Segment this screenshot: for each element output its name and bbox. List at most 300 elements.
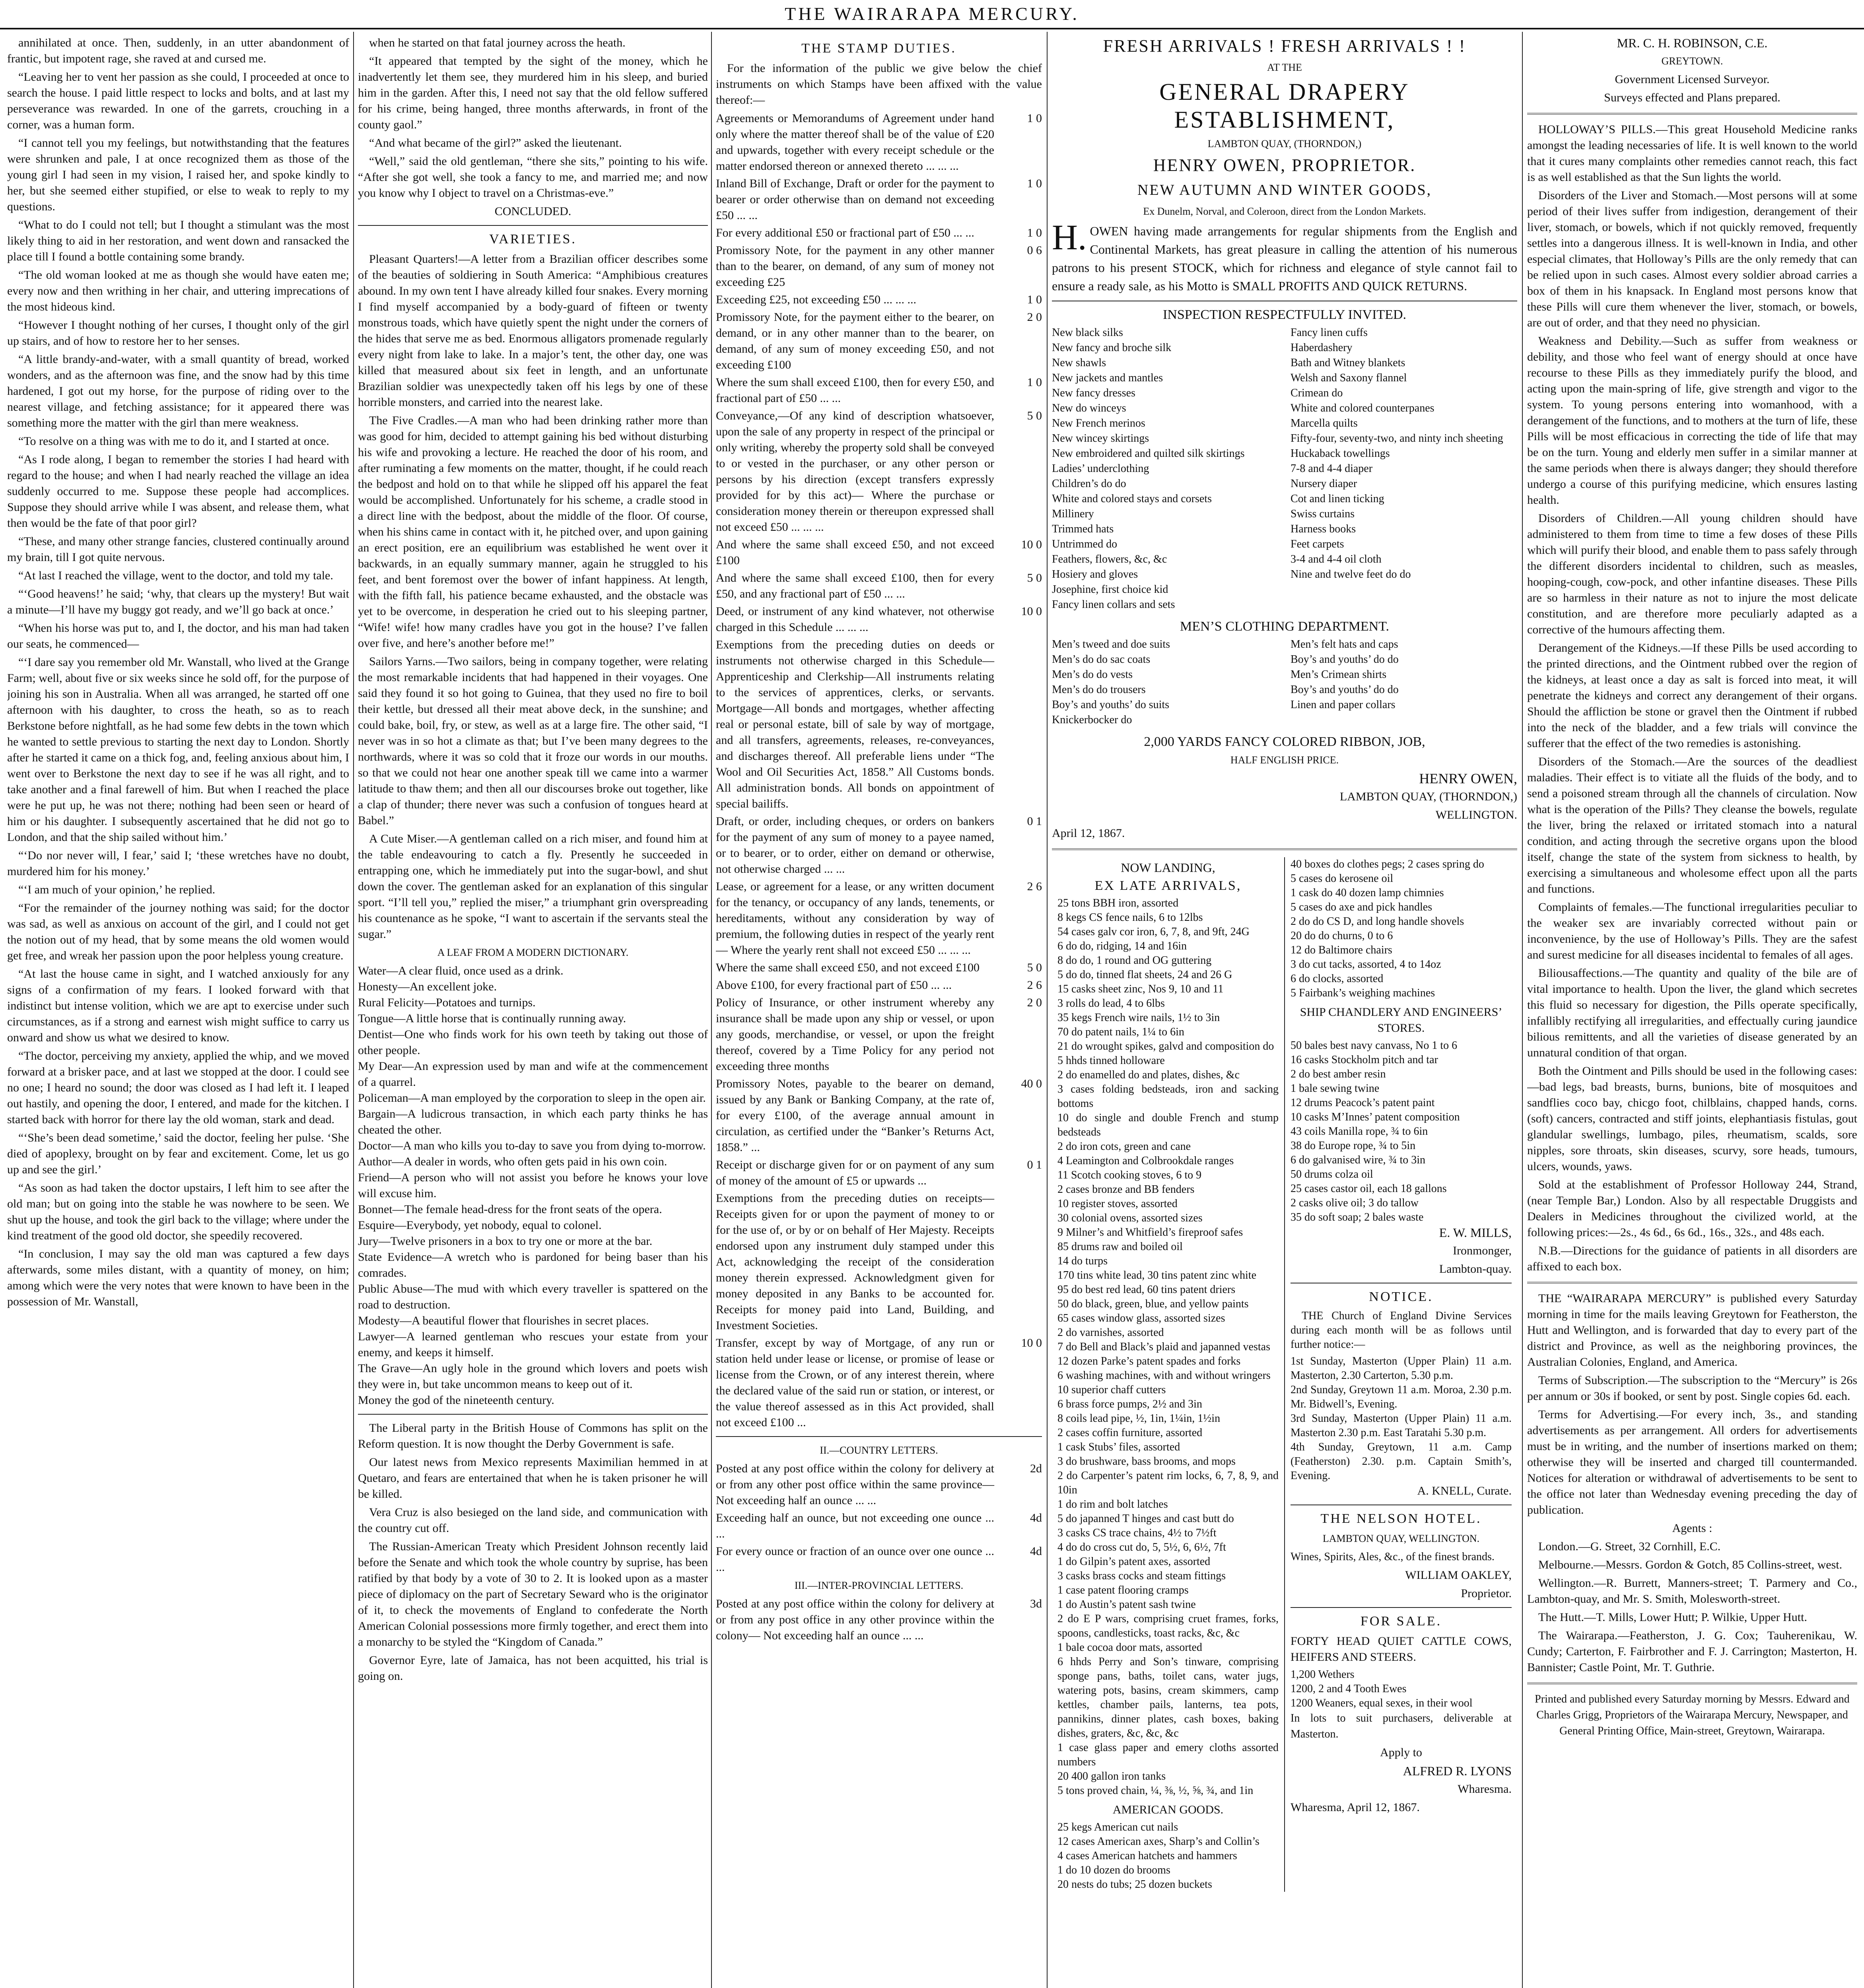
duty-row <box>716 292 1042 308</box>
drop-cap: H. <box>1052 218 1087 257</box>
sale-item: 1200, 2 and 4 Tooth Ewes <box>1291 1683 1407 1695</box>
mens-right-list <box>1291 637 1517 728</box>
chandlery-item: 12 drums Peacock’s patent paint <box>1291 1097 1435 1109</box>
duty-row <box>716 1190 1042 1334</box>
duty-value: 4d <box>1030 1511 1042 1524</box>
notice-text: THE Church of England Divine Services during each month will be as follows until further notice:— <box>1291 1310 1512 1351</box>
dictionary-list <box>358 963 708 1408</box>
holloway-paragraph: N.B.—Directions for the guidance of patients in all disorders are affixed to each box. <box>1527 1244 1857 1273</box>
divider <box>1052 848 1517 850</box>
goods-item: New fancy dresses <box>1052 387 1135 399</box>
story-paragraph: “‘She’s been dead sometime,’ said the doctor, feeling her pulse. ‘She died of apoplexy, brought on by fear and excitement. Come, let us go up and see the girl.’ <box>7 1131 349 1176</box>
goods-item: Feet carpets <box>1291 538 1344 550</box>
duty-value: 2 0 <box>1027 996 1042 1009</box>
mercury-paragraph: Terms for Advertising.—For every inch, 3s., and standing advertisements as per arrangement. All orders for advertisements must be in writing, and the number of insertions marked on them; otherwise they will be inserted and charged till countermanded. Notices for alteration or withdrawal of advertisements to be sent to the office not later than Wednesday evening preceding the day of publication. <box>1527 1408 1857 1516</box>
goods-item: Crimean do <box>1291 387 1343 399</box>
landing-item: 35 kegs French wire nails, 1½ to 3in <box>1057 1011 1220 1024</box>
landing-item: 1 do Austin’s patent sash twine <box>1057 1598 1196 1611</box>
duty-description: Policy of Insurance, or other instrument whereby any insurance shall be made upon any ship or vessel, or upon any goods, merchandise, or vessel, or upon the freight thereof, covered by a Time Policy for any period not exceeding three months <box>716 996 994 1073</box>
duty-value: 1 0 <box>1027 177 1042 190</box>
landing-item: 1 do rim and bolt latches <box>1057 1498 1168 1510</box>
holloway-paragraph: HOLLOWAY’S PILLS.—This great Household Medicine ranks amongst the leading necessaries of life. It is well known to the world that it cures many complaints other remedies cannot reach, this fact is as well established as that the Sun lights the world. <box>1527 123 1857 184</box>
goods-item: Fancy linen collars and sets <box>1052 598 1175 611</box>
lower-ads <box>1052 857 1517 1892</box>
duty-value <box>998 1190 1042 1334</box>
story-paragraph: “These, and many other strange fancies, clustered continually around my brain, till I got quite nervous. <box>7 535 349 564</box>
story-paragraph: “Well,” said the old gentleman, “there she sits,” pointing to his wife. “After she got well, she took a fancy to me, and married me; and now you know why I object to travel on a Christmas-eve.” <box>358 155 708 200</box>
duty-row <box>716 176 1042 223</box>
holloway-paragraph: Disorders of the Stomach.—Are the sources of the deadliest maladies. Their effect is to vitiate all the fluids of the body, and to send a poisoned stream through all the channels of circulation. Now what is the operation of the Pills? They cleanse the bowels, regulate the liver, bring the relaxed or irritated stomach into a natural condition, and acting through the secretive organs upon the blood itself, change the state of the system from sickness to health, by exercising a simultaneous and wholesome effect upon all the parts and functions. <box>1527 755 1857 895</box>
landing-item: 8 do do, 1 round and OG guttering <box>1057 954 1212 967</box>
inter-list <box>716 1596 1042 1644</box>
holloway-paragraph: Both the Ointment and Pills should be used in the following cases:—bad legs, bad breasts, burns, bunions, bite of mosquitoes and sandflies coco bay, chicgo foot, chilblains, chapped hands, corns. (soft) cancers, contracted and stiff joints, elephantiasis fistulas, gout glandular swellings, lumbago, piles, rheumatism, scalds, sore nipples, sore throats, skin diseases, scurvy, sore heads, tumours, ulcers, wounds, yaws. <box>1527 1064 1857 1173</box>
chandlery-item: 10 casks M’Innes’ patent composition <box>1291 1111 1460 1123</box>
goods-item: Fancy linen cuffs <box>1291 326 1368 339</box>
sale-head: FORTY HEAD QUIET CATTLE COWS, HEIFERS AND STEERS. <box>1291 1635 1512 1664</box>
dictionary-entry: The Grave—An ugly hole in the ground which lovers and poets wish they were in, but take uncommon means to keep out of it. <box>358 1362 708 1391</box>
mens-list <box>1052 637 1517 728</box>
dictionary-entry: Author—A dealer in words, who often gets paid in his own coin. <box>358 1155 667 1168</box>
story-paragraph: “‘Good heavens!’ he said; ‘why, that clears up the mystery! But wait a minute—I’ll have my buggy got ready, and we’ll go back at once.’ <box>7 587 349 616</box>
hardware-item: 5 cases do kerosene oil <box>1291 872 1394 885</box>
chandlery-item: 6 do galvanised wire, ¾ to 3in <box>1291 1154 1426 1166</box>
story-paragraph: “I cannot tell you my feelings, but notwithstanding that the features were shrunken and pale, I at once recognized them as those of the young girl I had seen in my vision, I raised her, and spoke kindly to her, but she seemed either stupified, or else to weak to reply to my questions. <box>7 136 349 213</box>
notice-item: 1st Sunday, Masterton (Upper Plain) 11 a.m. Masterton, 2.30 Carterton, 5.30 p.m. <box>1291 1355 1512 1382</box>
ex-late-arrivals: EX LATE ARRIVALS, <box>1094 878 1242 893</box>
news-item: Vera Cruz is also besieged on the land side, and communication with the country cut off. <box>358 1506 708 1535</box>
goods-item: Cot and linen ticking <box>1291 493 1384 505</box>
goods-item: Nine and twelve feet do do <box>1291 568 1411 580</box>
agents-list <box>1527 1539 1857 1675</box>
goods-item: Welsh and Saxony flannel <box>1291 372 1407 384</box>
landing-item: 85 drums raw and boiled oil <box>1057 1241 1183 1253</box>
story-paragraph: “As soon as had taken the doctor upstairs, I left him to see after the old man; but on going into the stable he was nowhere to be seen. We shut up the house, and took the girl back to the village; where under the kind treatment of the good old doctor, she speedily recovered. <box>7 1181 349 1242</box>
landing-item: 95 do best red lead, 60 tins patent driers <box>1057 1283 1236 1296</box>
goods-item: New French merinos <box>1052 417 1145 429</box>
story-paragraph: “A little brandy-and-water, with a small quantity of bread, worked wonders, and as the afternoon was fine, and the snow had by this time hardened, I got out my horse, for the purpose of riding over to the nearest village, and fetching assistance; for it appeared there was something more the matter with the girl than mere weakness. <box>7 353 349 429</box>
dictionary-entry: Jury—Twelve prisoners in a box to try one or more at the bar. <box>358 1235 653 1248</box>
mercury-paragraph: Terms of Subscription.—The subscription to the “Mercury” is 26s per annum or 30s if booked, or sent by post. Single copies 6d. each. <box>1527 1374 1857 1403</box>
mens-heading: MEN’S CLOTHING DEPARTMENT. <box>1180 619 1389 634</box>
landing-item: 1 case patent flooring cramps <box>1057 1584 1189 1596</box>
goods-item: Trimmed hats <box>1052 523 1114 535</box>
duty-row <box>716 879 1042 958</box>
goods-item: New embroidered and quilted silk skirtings <box>1052 447 1245 460</box>
dictionary-entry: My Dear—An expression used by man and wife at the commencement of a quarrel. <box>358 1060 708 1089</box>
landing-item: 20 400 gallon iron tanks <box>1057 1770 1166 1782</box>
hardware-item: 40 boxes do clothes pegs; 2 cases spring do <box>1291 858 1484 870</box>
owen-date: April 12, 1867. <box>1052 827 1125 840</box>
duty-row <box>716 1157 1042 1189</box>
stamp-duties-intro: For the information of the public we give below the chief instruments on which Stamps have been affixed with the value thereof:— <box>716 62 1042 107</box>
mens-item: Men’s do do vests <box>1052 668 1133 681</box>
hardware-item: 6 do clocks, assorted <box>1291 973 1384 985</box>
story-paragraph: “The doctor, perceiving my anxiety, applied the whip, and we moved forward at a brisker pace, and at last we stopped at the door. I could see no one; I heard no sound; the door was closed as I had left it. I leaped out hastily, and opening the door, I entered, and made for the kitchen. I started back with horror for there lay the old woman, stark and dead. <box>7 1049 349 1126</box>
dictionary-entry: Bargain—A ludicrous transaction, in which each party thinks he has cheated the other. <box>358 1107 708 1136</box>
notice-list <box>1291 1354 1512 1483</box>
hardware-list <box>1291 857 1512 1000</box>
duty-value: 3d <box>1030 1597 1042 1610</box>
duty-description: Conveyance,—Of any kind of description whatsoever, upon the sale of any property in respect of the principal or only writing, whereby the property sold shall be conveyed to or vested in the purchaser, or any other person or persons by his direction (except transfers expressly provided for by this act)— Where the purchase or consideration money therein or thereupon expressed shall not exceed £50 ... ... ... <box>716 409 994 534</box>
ribbon-line: 2,000 YARDS FANCY COLORED RIBBON, JOB, <box>1144 734 1425 749</box>
news-item: The Russian-American Treaty which President Johnson recently laid before the Senate and which took the whole country by suprise, has been ratified by that body by a vote of 30 to 2. It is looked upon as a master piece of diplomacy on the part of Secretary Seward who is the originator of it, to check the movements of England to confederate the North American Colonial possessions more firmly together, and erect them into a monarchy to be styled the “Kingdom of Canada.” <box>358 1540 708 1648</box>
story-paragraph: “For the remainder of the journey nothing was said; for the doctor was sad, as well as anxious on account of the girl, and I could not get the notion out of my head, that by some means the old women would get free, and wreak her passion upon the poor helpless young creature. <box>7 901 349 962</box>
mens-item: Men’s Crimean shirts <box>1291 668 1387 681</box>
right-column <box>1527 35 1857 1988</box>
autumn-heading: NEW AUTUMN AND WINTER GOODS, <box>1137 182 1432 198</box>
establishment-heading: GENERAL DRAPERY ESTABLISHMENT, <box>1159 79 1410 133</box>
hardware-item: 1 cask do 40 dozen lamp chimnies <box>1291 887 1444 899</box>
american-item: 20 nests do tubs; 25 dozen buckets <box>1057 1878 1212 1891</box>
hardware-item: 20 do do churns, 0 to 6 <box>1291 930 1393 942</box>
duty-description: For every additional £50 or fractional part of £50 ... ... <box>716 226 974 239</box>
duty-description: And where the same shall exceed £100, then for every £50, and any fractional part of £50 ... ... <box>716 571 994 600</box>
hardware-item: 3 do cut tacks, assorted, 4 to 14oz <box>1291 958 1441 971</box>
landing-item: 5 do do, tinned flat sheets, 24 and 26 G <box>1057 969 1232 981</box>
sale-list <box>1291 1668 1512 1710</box>
story-paragraph: “As I rode along, I began to remember the stories I had heard with regard to the house; and when I had nearly reached the village an idea suddenly occurred to me. Suppose these people had accomplices. Suppose they should arrive while I was absent, and release them, what then would be the fate of that poor girl? <box>7 453 349 530</box>
american-item: 25 kegs American cut nails <box>1057 1821 1178 1833</box>
duty-description: Deed, or instrument of any kind whatever, not otherwise charged in this Schedule ... ... ... <box>716 605 994 634</box>
concluded-label: CONCLUDED. <box>494 205 571 218</box>
owen-signature: HENRY OWEN, <box>1419 771 1517 786</box>
holloway-paragraph: Disorders of Children.—All young children should have administered to them from time to time a few doses of these Pills which will purify their blood, and enable them to pass safely through the different disorders incidental to children, such as measles, hooping-cough, cow-pock, and other infantine diseases. These Pills are so harmless in their nature as not to injure the most delicate constitution, and are therefore more peculiarly adapted as a corrective of the humours affecting them. <box>1527 512 1857 636</box>
duty-row <box>716 1596 1042 1644</box>
letters-list <box>716 1461 1042 1575</box>
imprint: Printed and published every Saturday morning by Messrs. Edward and Charles Grigg, Proprietors of the Wairarapa Mercury, Newspaper, and General Printing Office, Main-street, Greytown, Wairarapa. <box>1535 1693 1850 1737</box>
duty-row <box>716 960 1042 976</box>
owen-announcement: OWEN having made arrangements for regular shipments from the English and Continental Markets, has great pleasure in calling the attention of his numerous patrons to his present STOCK, which for richness and elegance of style cannot fail to ensure a ready sale, as his Motto is SMALL PROFITS AND QUICK RETURNS. <box>1052 224 1517 293</box>
proprietor-heading: HENRY OWEN, PROPRIETOR. <box>1153 155 1416 175</box>
agents-title: Agents : <box>1672 1522 1712 1535</box>
landing-item: 6 washing machines, with and without wringers <box>1057 1369 1271 1382</box>
landing-item: 3 casks CS trace chains, 4½ to 7½ft <box>1057 1527 1217 1539</box>
duty-row <box>716 111 1042 174</box>
dictionary-entry: Tongue—A little horse that is continually running away. <box>358 1012 626 1025</box>
holloway-paragraph: Disorders of the Liver and Stomach.—Most persons will at some period of their lives suffer from indigestion, derangement of their liver, stomach, or bowels, which if not quickly removed, frequently settles into a dangerous illness. It is well-known in India, and other especial climates, that Holloway’s Pills are the only remedy that can be relied upon in such cases. Almost every soldier abroad carries a box of them in his knapsack. In England most persons know that these Pills will cure them whenever the liver, stomach, or bowels, are out of order, and that they need no physician. <box>1527 189 1857 329</box>
divider <box>358 225 708 226</box>
duty-value: 5 0 <box>1027 409 1042 422</box>
landing-item: 4 Leamington and Colbrookdale ranges <box>1057 1155 1234 1167</box>
american-item: 4 cases American hatchets and hammers <box>1057 1850 1237 1862</box>
landing-item: 8 kegs CS fence nails, 6 to 12lbs <box>1057 911 1203 924</box>
landing-item: 10 superior chaff cutters <box>1057 1384 1166 1396</box>
chandlery-item: 25 cases castor oil, each 18 gallons <box>1291 1182 1447 1195</box>
chandlery-heading: SHIP CHANDLERY AND ENGINEERS’ STORES. <box>1300 1006 1502 1035</box>
duty-description: Transfer, except by way of Mortgage, of any run or station held under lease or license, or promise of lease or license from the Crown, or of any interest therein, where the declared value of the said run or station, or interest, or the value thereof assessed as in this Act provided, shall not exceed £100 ... <box>716 1336 994 1429</box>
duty-value: 1 0 <box>1027 112 1042 125</box>
dictionary-entry: Dentist—One who finds work for his own teeth by taking out those of other people. <box>358 1028 708 1057</box>
story-paragraph: “‘I dare say you remember old Mr. Wanstall, who lived at the Grange Farm; well, about five or six weeks since he sold off, for the purpose of joining his son in Australia. When all was arranged, he started off one afternoon with his daughter, to cross the heath, so as to reach Berkstone before nightfall, as he had some few debts in the town which he wanted to settle previous to starting the next day to London. Shortly after he started it came on a thick fog, and, feeling anxious about him, I went over to Berkstone the next day to see if he was all right, and to take another and a final farewell of him. But when I reached the place were he put up, he was not there; nothing had been seen or heard of him or his daughter. I subsequently ascertained that he did not go to London, and that the ship sailed without him.’ <box>7 656 349 844</box>
duty-value <box>998 637 1042 812</box>
landing-item: 1 do Gilpin’s patent axes, assorted <box>1057 1555 1211 1568</box>
goods-item: 3-4 and 4-4 oil cloth <box>1291 553 1382 565</box>
goods-item: Feathers, flowers, &c, &c <box>1052 553 1167 565</box>
landing-item: 7 do Bell and Black’s plaid and japanned vestas <box>1057 1341 1270 1353</box>
landing-item: 2 do E P wars, comprising cruet frames, forks, spoons, candlesticks, toast racks, &c, &c <box>1057 1613 1279 1639</box>
goods-item: Nursery diaper <box>1291 478 1357 490</box>
landing-item: 2 do enamelled do and plates, dishes, &c <box>1057 1069 1240 1081</box>
chandlery-item: 38 do Europe rope, ¾ to 5in <box>1291 1140 1416 1152</box>
goods-item: Marcella quilts <box>1291 417 1358 429</box>
duty-row <box>716 1335 1042 1431</box>
duty-row <box>716 225 1042 241</box>
goods-item: New wincey skirtings <box>1052 432 1149 445</box>
duty-description: Promissory Notes, payable to the bearer on demand, issued by any Bank or Banking Company, at the rate of, for every £100, of the average annual amount in circulation, as certified under the “Banker’s Returns Act, 1858.” ... <box>716 1077 994 1154</box>
hotel-text: Wines, Spirits, Ales, &c., of the finest brands. <box>1291 1551 1495 1563</box>
holloway-paragraph: Derangement of the Kidneys.—If these Pills be used according to the printed directions, and the Ointment rubbed over the region of the kidneys, at least once a day as salt is forced into meat, it will penetrate the kidneys and correct any derangement of their organs. Should the affliction be stone or gravel then the Ointment if rubbed into the neck of the bladder, and a few trials will convince the sufferer that the effect of the two remedies is astonishing. <box>1527 641 1857 750</box>
mills-address: Lambton-quay. <box>1439 1262 1512 1276</box>
landing-item: 6 hhds Perry and Son’s tinware, comprising sponge pans, baths, toilet cans, water jugs, watering pots, basins, cream skimmers, camp kettles, chamber pails, lanterns, tea pots, pannikins, dinner plates, cash boxes, baking dishes, graters, &c, &c, &c <box>1057 1656 1279 1740</box>
story-paragraph: “‘I am much of your opinion,’ he replied. <box>18 883 216 896</box>
column-rule <box>353 32 354 1988</box>
landing-item: 15 casks sheet zinc, Nos 9, 10 and 11 <box>1057 983 1224 995</box>
goods-item: Bath and Witney blankets <box>1291 357 1405 369</box>
sale-item: 1200 Weaners, equal sexes, in their wool <box>1291 1697 1473 1709</box>
holloway-paragraph: Weakness and Debility.—Such as suffer from weakness or debility, and those who feel want of energy should at once have recourse to these Pills as they immediately purify the blood, and acting upon the main-spring of life, give strength and vigor to the system. To young persons entering into womanhood, with a derangement of the functions, and to mothers at the turn of life, these Pills will be most efficacious in correcting the tide of life that may be on the turn. Young and elderly men suffer in a similar manner at the same periods when there is always danger; they should therefore undergo a course of this purifying medicine, which ensures lasting health. <box>1527 334 1857 507</box>
news-list <box>358 1420 708 1684</box>
lyons-name: ALFRED R. LYONS <box>1403 1764 1512 1778</box>
duty-row <box>716 570 1042 602</box>
masthead <box>0 0 1864 29</box>
sale-text: In lots to suit purchasers, deliverable at Masterton. <box>1291 1712 1512 1740</box>
dictionary-entry: Lawyer—A learned gentleman who rescues your estate from your enemy, and keeps it himself. <box>358 1330 708 1359</box>
duty-value: 1 0 <box>1027 293 1042 306</box>
duty-value: 2 6 <box>1027 880 1042 893</box>
lyons-date: Wharesma, April 12, 1867. <box>1291 1801 1420 1814</box>
duty-description: And where the same shall exceed £50, and not exceed £100 <box>716 538 994 567</box>
story-paragraph: “However I thought nothing of her curses, I thought only of the girl up stairs, and of how to restore her to her senses. <box>7 318 349 348</box>
country-letters-title: II.—COUNTRY LETTERS. <box>820 1444 938 1456</box>
story-paragraph: “At last the house came in sight, and I watched anxiously for any signs of a confirmation of my fears. I looked forward with that indistinct but intense volition, which we are apt to exercise under such circumstances, as if a strong and earnest wish might suffice to carry us onward and show us what we desired to know. <box>7 967 349 1044</box>
duty-description: Inland Bill of Exchange, Draft or order for the payment to bearer or order otherwise than on demand not exceeding £50 ... ... <box>716 177 994 222</box>
landing-item: 8 coils lead pipe, ½, 1in, 1¼in, 1½in <box>1057 1412 1221 1425</box>
goods-item: New black silks <box>1052 326 1123 339</box>
goods-item: Swiss curtains <box>1291 508 1355 520</box>
dictionary-entry: State Evidence—A wretch who is pardoned for being baser than his comrades. <box>358 1250 708 1279</box>
duty-description: Posted at any post office within the colony for delivery at or from any post office in any other province within the colony— Not exceeding half an ounce ... ... <box>716 1597 994 1642</box>
duty-description: Exceeding half an ounce, but not exceeding one ounce ... ... <box>716 1511 994 1540</box>
goods-item: Untrimmed do <box>1052 538 1118 550</box>
landing-list <box>1057 896 1279 1798</box>
dictionary-entry: Rural Felicity—Potatoes and turnips. <box>358 996 536 1009</box>
duty-value: 1 0 <box>1027 376 1042 389</box>
news-item: The Liberal party in the British House of Commons has split on the Reform question. It is now thought the Derby Government is safe. <box>358 1421 708 1450</box>
duty-value: 2d <box>1030 1462 1042 1475</box>
landing-item: 3 casks brass cocks and steam fittings <box>1057 1570 1226 1582</box>
agent-item: Melbourne.—Messrs. Gordon & Gotch, 85 Collins-street, west. <box>1538 1558 1843 1571</box>
goods-item: New do winceys <box>1052 402 1126 414</box>
duty-value: 0 6 <box>1027 244 1042 257</box>
chandlery-item: 50 bales best navy canvass, No 1 to 6 <box>1291 1039 1458 1052</box>
landing-item: 21 do wrought spikes, galvd and composition do <box>1057 1040 1274 1052</box>
divider <box>358 1414 708 1415</box>
duty-description: Receipt or discharge given for or on payment of any sum of money of the amount of £5 or upwards ... <box>716 1158 994 1187</box>
goods-left-list <box>1052 325 1279 612</box>
duty-description: Exemptions from the preceding duties on deeds or instruments not otherwise charged in this Schedule— Apprenticeship and Clerkship—All instruments relating to the services of apprentices, clerks, or servants. Mortgage—All bonds and mortgages, whether affecting real or personal estate, bill of sale by way of mortgage, and all transfers, agreements, releases, re-conveyances, and discharges thereof. All preferable liens under “The Wool and Oil Securities Act, 1858.” All Customs bonds. All administration bonds. All bonds on appointment of special bailiffs. <box>716 638 994 810</box>
landing-item: 5 hhds tinned holloware <box>1057 1054 1165 1067</box>
owen-city: WELLINGTON. <box>1435 808 1517 821</box>
duty-value: 10 0 <box>1021 1336 1042 1349</box>
duty-description: Posted at any post office within the colony for delivery at or from any other post office within the same province— Not exceeding half an ounce ... ... <box>716 1462 994 1507</box>
mens-item: Men’s do do sac coats <box>1052 653 1151 666</box>
story-paragraph: “At last I reached the village, went to the doctor, and told my tale. <box>18 569 333 582</box>
news-item: Our latest news from Mexico represents Maximilian hemmed in at Quetaro, and fears are entertained that when he is taken prisoner he will be killed. <box>358 1456 708 1501</box>
story-conclusion <box>358 35 708 201</box>
mercury-notice <box>1527 1291 1857 1518</box>
inter-provincial-title: III.—INTER-PROVINCIAL LETTERS. <box>794 1580 964 1591</box>
duty-row <box>716 1076 1042 1155</box>
mens-item: Boy’s and youths’ do do <box>1291 653 1399 666</box>
duty-value: 10 0 <box>1021 538 1042 551</box>
fresh-arrivals-heading: FRESH ARRIVALS ! FRESH ARRIVALS ! ! <box>1103 36 1466 56</box>
agent-item: The Wairarapa.—Featherston, J. G. Cox; Tauherenikau, W. Cundy; Carterton, F. Fairbrother and F. J. Carrington; Masterton, H. Bannister; Castle Point, Mr. T. Guthrie. <box>1527 1629 1857 1674</box>
dictionary-entry: Money the god of the nineteenth century. <box>358 1394 554 1407</box>
agent-item: The Hutt.—T. Mills, Lower Hutt; P. Wilkie, Upper Hutt. <box>1538 1611 1807 1624</box>
american-goods-heading: AMERICAN GOODS. <box>1112 1803 1224 1816</box>
dictionary-entry: Bonnet—The female head-dress for the front seats of the opera. <box>358 1203 662 1216</box>
goods-item: Huckaback towellings <box>1291 447 1390 460</box>
story-paragraph: “‘Do nor never will, I fear,’ said I; ‘these wretches have no doubt, murdered him for his money.’ <box>7 849 349 878</box>
masthead-title: THE WAIRARAPA MERCURY. <box>785 4 1079 24</box>
landing-item: 12 dozen Parke’s patent spades and forks <box>1057 1355 1241 1367</box>
duty-row <box>716 813 1042 877</box>
holloway-paragraph: Biliousaffections.—The quantity and quality of the bile are of vital importance to health. Upon the liver, the gland which secretes this fluid so necessary for digestion, the Pills operate specifically, infallibly rectifying all irregularities, and effectually curing jaundice bilious remittents, and all the varieties of disease generated by an unnatural condition of that organ. <box>1527 967 1857 1059</box>
robinson-title: Government Licensed Surveyor. <box>1615 73 1770 86</box>
duty-row <box>716 1543 1042 1575</box>
notice-item: 4th Sunday, Greytown, 11 a.m. Camp (Featherston) 2.30. p.m. Captain Smith’s, Evening. <box>1291 1441 1512 1482</box>
duty-description: Draft, or order, including cheques, or orders on bankers for the payment of any sum of money to a payee named, or to bearer, or to order, either on demand or otherwise, not otherwise charged ... ... <box>716 815 994 876</box>
story-paragraph: “When his horse was put to, and I, the doctor, and his man had taken our seats, he commenced— <box>7 621 349 650</box>
varieties-title: VARIETIES. <box>489 232 577 247</box>
goods-item: New jackets and mantles <box>1052 372 1163 384</box>
landing-item: 2 cases bronze and BB fenders <box>1057 1183 1195 1196</box>
now-landing-heading: NOW LANDING, <box>1121 860 1215 875</box>
divider <box>1527 113 1857 115</box>
hardware-item: 12 do Baltimore chairs <box>1291 944 1392 956</box>
duty-description: Lease, or agreement for a lease, or any written document for the tenancy, or occupancy of any lands, tenements, or hereditaments, without any consideration by way of premium, the following duties in respect of the yearly rent— Where the yearly rent shall not exceed £50 ... ... ... <box>716 880 994 957</box>
chandlery-item: 16 casks Stockholm pitch and tar <box>1291 1054 1438 1066</box>
goods-list <box>1052 325 1517 612</box>
mens-item: Boy’s and youths’ do suits <box>1052 699 1170 711</box>
mens-item: Knickerbocker do <box>1052 714 1132 726</box>
holloway-ad <box>1527 122 1857 1275</box>
landing-item: 2 do Carpenter’s patent rim locks, 6, 7, 8, 9, and 10in <box>1057 1470 1279 1496</box>
agent-item: Wellington.—R. Burrett, Manners-street; T. Parmery and Co., Lambton-quay, and Mr. S. Smith, Molesworth-street. <box>1527 1576 1857 1606</box>
american-list <box>1057 1820 1279 1892</box>
story-paragraph: “In conclusion, I may say the old man was captured a few days afterwards, some miles distant, with a quantity of money, on him; among which were the very notes that were known to have been in the possession of Mr. Wanstall, <box>7 1247 349 1308</box>
news-item: Governor Eyre, late of Jamaica, has not been acquitted, his trial is going on. <box>358 1654 708 1683</box>
landing-item: 6 do do, ridging, 14 and 16in <box>1057 940 1187 952</box>
duty-value: 2 6 <box>1027 978 1042 992</box>
chandlery-item: 2 casks olive oil; 3 do tallow <box>1291 1197 1419 1209</box>
story-paragraph: when he started on that fatal journey across the heath. <box>369 36 626 49</box>
robinson-name: MR. C. H. ROBINSON, C.E. <box>1617 36 1768 50</box>
landing-item: 54 cases galv cor iron, 6, 7, 8, and 9ft, 24G <box>1057 926 1250 938</box>
stamp-duties-title: THE STAMP DUTIES. <box>801 41 956 56</box>
divider <box>716 1436 1042 1437</box>
notice-heading: NOTICE. <box>1369 1289 1433 1304</box>
column-rule <box>1047 32 1048 1988</box>
landing-item: 5 do japanned T hinges and cast butt do <box>1057 1512 1234 1525</box>
robinson-surveys: Surveys effected and Plans prepared. <box>1604 91 1780 104</box>
landing-item: 9 Milner’s and Whitfield’s fireproof safes <box>1057 1226 1243 1239</box>
robinson-town: GREYTOWN. <box>1661 55 1723 67</box>
duty-description: Agreements or Memorandums of Agreement under hand only where the matter thereof shall be of the value of £20 and upwards, together with every receipt schedule or the matter endorsed thereon or annexed thereto ... ... ... <box>716 112 994 173</box>
landing-item: 10 register stoves, assorted <box>1057 1198 1178 1210</box>
goods-item: New shawls <box>1052 357 1106 369</box>
stamp-duties-column <box>716 35 1042 1988</box>
hardware-item: 5 Fairbank’s weighing machines <box>1291 987 1435 999</box>
duty-value: 1 0 <box>1027 226 1042 239</box>
landing-item: 2 do varnishes, assorted <box>1057 1326 1164 1339</box>
advertisements-column <box>1052 35 1517 1988</box>
dictionary-entry: Esquire—Everybody, yet nobody, equal to colonel. <box>358 1219 602 1232</box>
landing-item: 170 tins white lead, 30 tins patent zinc white <box>1057 1269 1257 1281</box>
duty-row <box>716 1461 1042 1508</box>
goods-item: Hosiery and gloves <box>1052 568 1138 580</box>
dictionary-entry: Policeman—A man employed by the corporation to sleep in the open air. <box>358 1091 706 1105</box>
duty-row <box>716 637 1042 812</box>
ex-ships-line: Ex Dunelm, Norval, and Coleroon, direct from the London Markets. <box>1143 206 1426 217</box>
at-the-label: AT THE <box>1267 62 1302 73</box>
chandlery-item: 50 drums colza oil <box>1291 1168 1373 1180</box>
duty-value: 2 0 <box>1027 311 1042 324</box>
american-item: 1 do 10 dozen do brooms <box>1057 1864 1170 1876</box>
chandlery-item: 43 coils Manilla rope, ¾ to 6in <box>1291 1125 1428 1138</box>
story-paragraph: “The old woman looked at me as though she would have eaten me; every now and then writhing in her chair, and uttering imprecations of the most hideous kind. <box>7 268 349 313</box>
hotel-address: LAMBTON QUAY, WELLINGTON. <box>1322 1533 1480 1544</box>
mills-ad <box>1052 857 1284 1892</box>
sale-heading: FOR SALE. <box>1360 1614 1442 1629</box>
duty-value: 0 1 <box>1027 815 1042 828</box>
divider <box>1527 1282 1857 1283</box>
landing-item: 4 do do cross cut do, 5, 5½, 6, 6½, 7ft <box>1057 1541 1226 1553</box>
mens-item: Men’s felt hats and caps <box>1291 638 1398 650</box>
duty-value: 0 1 <box>1027 1158 1042 1171</box>
mills-role: Ironmonger, <box>1453 1244 1512 1257</box>
landing-item: 2 cases coffin furniture, assorted <box>1057 1427 1203 1439</box>
chandlery-item: 35 do soft soap; 2 bales waste <box>1291 1211 1424 1223</box>
half-price-line: HALF ENGLISH PRICE. <box>1230 754 1339 766</box>
varieties-column <box>358 35 708 1988</box>
duty-description: Where the same shall exceed £50, and not exceed £100 <box>716 961 980 974</box>
story-paragraph: “What to do I could not tell; but I thought a stimulant was the most likely thing to aid in her restoration, and went down and ransacked the place till I found a bottle containing some brandy. <box>7 218 349 263</box>
landing-item: 65 cases window glass, assorted sizes <box>1057 1312 1225 1324</box>
duty-row <box>716 309 1042 373</box>
landing-item: 10 do single and double French and stump bedsteads <box>1057 1112 1279 1138</box>
landing-item: 6 brass force pumps, 2½ and 3in <box>1057 1398 1202 1410</box>
story-paragraph: “Leaving her to vent her passion as she could, I proceeded at once to search the house. I paid little respect to locks and bolts, and at last my perseverance was rewarded. In one of the garrets, crouching in a corner, was a human form. <box>7 70 349 131</box>
goods-item: White and colored counterpanes <box>1291 402 1434 414</box>
duty-value: 5 0 <box>1027 961 1042 974</box>
right-ads <box>1284 857 1517 1892</box>
duty-value: 40 0 <box>1021 1077 1042 1090</box>
mens-item: Men’s do do trousers <box>1052 683 1146 696</box>
variety-item: The Five Cradles.—A man who had been drinking rather more than was good for him, decided to attempt gaining his bed without disturbing his wife and provoking a lecture. He reached the door of his room, and after ruminating a few moments on the matter, thought, if he could reach the bedpost and hold on to that while he slipped off his apparel the feat would be accomplished. Unfortunately for his scheme, a cradle stood in a direct line with the bedpost, about the middle of the floor. Of course, when his shins came in contact with it, he pitched over, and upon gaining an erect position, ere an equilibrium was established he went over it backwards, in an equally summary manner, again he struggled to his feet, and bent foremost over the bower of infant happiness. At length, with the fifth fall, his patience became exhausted, and the obstacle was yet to be overcome, in desperation he cried out to his sleeping partner, “Wife! wife! how many cradles have you got in the house? I’ve fallen over five, and here’s another before me!” <box>358 414 708 650</box>
column-rule <box>711 32 712 1988</box>
mens-item: Boy’s and youths’ do do <box>1291 683 1399 696</box>
story-paragraph: “And what became of the girl?” asked the lieutenant. <box>369 136 622 149</box>
landing-item: 50 do black, green, blue, and yellow paints <box>1057 1298 1249 1310</box>
mens-item: Linen and paper collars <box>1291 699 1396 711</box>
hardware-item: 2 do do CS D, and long handle shovels <box>1291 915 1464 928</box>
mills-name: E. W. MILLS, <box>1439 1225 1512 1240</box>
inspection-heading: INSPECTION RESPECTFULLY INVITED. <box>1162 307 1407 322</box>
notice-item: 3rd Sunday, Masterton (Upper Plain) 11 a.m. Masterton 2.30 p.m. East Taratahi 5.30 p.m. <box>1291 1412 1512 1439</box>
duty-value: 5 0 <box>1027 571 1042 584</box>
dictionary-title: A LEAF FROM A MODERN DICTIONARY. <box>437 947 629 958</box>
